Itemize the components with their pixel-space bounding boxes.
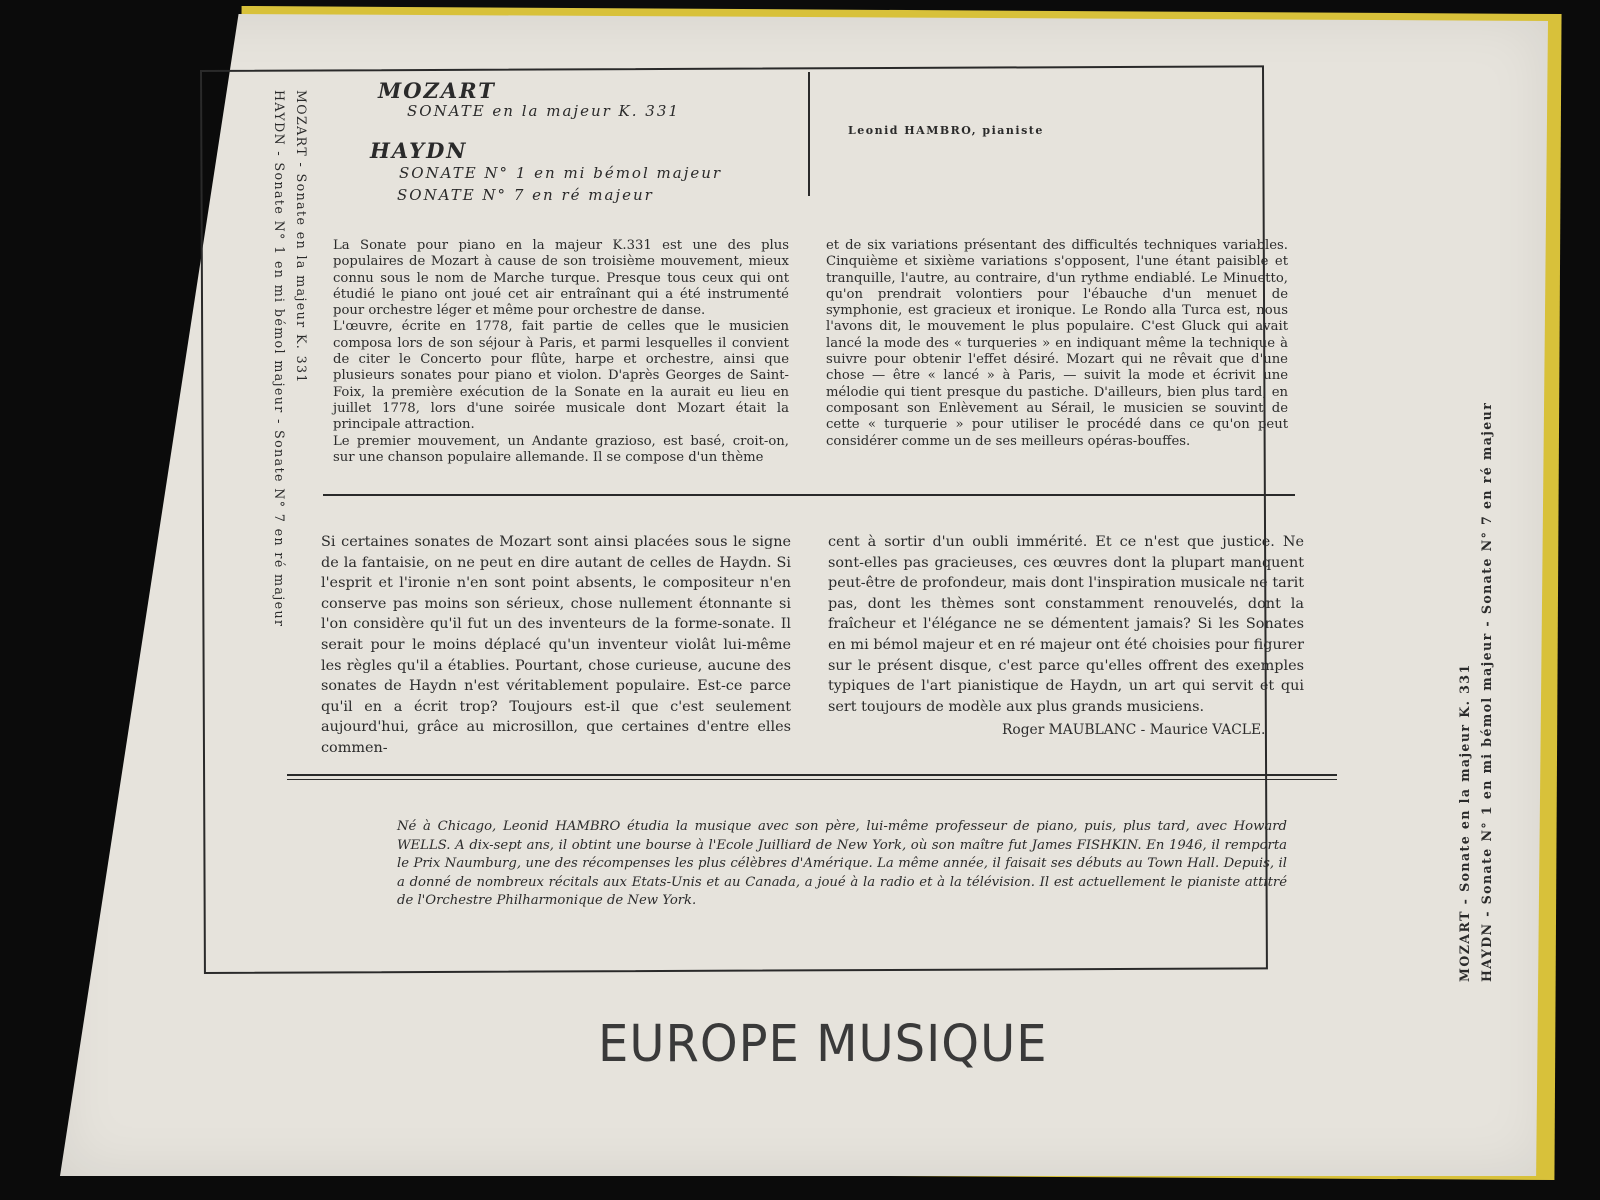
spine-left-line2: HAYDN - Sonate N° 1 en mi bémol majeur - Sonate N° 7 en ré majeur: [272, 90, 287, 628]
pianist-credit: Leonid HAMBRO, pianiste: [848, 124, 1044, 137]
spine-right: [1454, 402, 1498, 982]
spine-left-line1: MOZART - Sonate en la majeur K. 331: [294, 90, 309, 384]
composer-mozart: MOZART: [378, 78, 496, 103]
spine-right-line2: HAYDN - Sonate N° 1 en mi bémol majeur - Sonate N° 7 en ré majeur: [1479, 401, 1494, 982]
work-mozart: SONATE en la majeur K. 331: [407, 102, 680, 120]
pianist-biography: Né à Chicago, Leonid HAMBRO étudia la musique avec son père, lui-même professeur de piano, puis, plus tard, avec Howard WELLS. A dix-sept ans, il obtint une bourse à l'Ecole Juilliard de New York, où son maître fut James FISHKIN. En 1946, il remporta le Prix Naumburg, une des récompenses les plus célèbres d'Amérique. La même année, il faisait ses débuts au Town Hall. Depuis, il a donné de nombreux récitals aux Etats-Unis et au Canada, a joué à la radio et à la télévision. Il est actuellement le pianiste attitré de l'Orchestre Philharmonique de New York.: [397, 819, 1287, 909]
spine-left: [268, 90, 312, 627]
section1-para3: Le premier mouvement, un Andante grazioso, est basé, croit-on, sur une chanson populaire allemande. Il se compose d'un thème: [333, 433, 789, 465]
signature: Roger MAUBLANC - Maurice VACLE.: [1002, 722, 1266, 738]
section1-para1: La Sonate pour piano en la majeur K.331 est une des plus populaires de Mozart à cause de son troisième mouvement, mieux connu sous le nom de Marche turque. Presque tous ceux qui ont étudié le piano ont joué cet air entraînant qui a été instrumenté pour orchestre léger et même pour orchestre de danse.: [333, 238, 789, 319]
section-rule-1: [323, 494, 1295, 496]
work-haydn-7: SONATE N° 7 en ré majeur: [397, 186, 654, 204]
work-haydn-1: SONATE N° 1 en mi bémol majeur: [399, 164, 723, 182]
section1-para2: L'œuvre, écrite en 1778, fait partie de celles que le musicien composa lors de son séjour à Paris, et parmi lesquelles il convient de citer le Concerto pour flûte, harpe et orchestre, ainsi que plusieurs sonates pour piano et violon. D'après Georges de Saint-Foix, la première exécution de la Sonate en la aurait eu lieu en juillet 1778, lors d'une soirée musicale dont Mozart était la principale attraction.: [333, 319, 789, 433]
spine-right-line1: MOZART - Sonate en la majeur K. 331: [1457, 663, 1472, 982]
composer-haydn: HAYDN: [370, 138, 468, 163]
header-divider: [808, 72, 810, 196]
section2-left-column: Si certaines sonates de Mozart sont ainsi placées sous le signe de la fantaisie, on ne peut en dire autant de celles de Haydn. Si l'esprit et l'ironie n'en sont point absents, le compositeur n'en conserve pas moins son sérieux, chose nullement étonnante si l'on considère qu'il fut un des inventeurs de la forme-sonate. Il serait pour le moins déplacé qu'un inventeur violât lui-même les règles qu'il a établies. Pourtant, chose curieuse, aucune des sonates de Haydn n'est véritablement populaire. Est-ce parce qu'il en a écrit trop? Toujours est-il que c'est seulement aujourd'hui, grâce au microsillon, que certaines d'entre elles commen-: [321, 534, 791, 756]
section2-right-column: cent à sortir d'un oubli immérité. Et ce n'est que justice. Ne sont-elles pas gracieuses, ces œuvres dont la plupart manquent peut-être de profondeur, mais dont l'inspiration musicale ne tarit pas, dont les thèmes sont constamment renouvelés, dont la fraîcheur et l'élégance ne se démentent jamais? Si les Sonates en mi bémol majeur et en ré majeur ont été choisies pour figurer sur le présent disque, c'est parce qu'elles offrent des exemples typiques de l'art pianistique de Haydn, un art qui servit et qui sert toujours de modèle aux plus grands musiciens.: [828, 534, 1304, 715]
section1-left-column: [333, 238, 789, 466]
label-logo: EUROPE MUSIQUE: [598, 1014, 1048, 1074]
section1-right-column: et de six variations présentant des difficultés techniques variables. Cinquième et sixième variations s'opposent, l'une étant paisible et tranquille, l'autre, au contraire, d'un rythme endiablé. Le Minuetto, qu'on prendrait volontiers pour l'ébauche d'un menuet de symphonie, est gracieux et ironique. Le Rondo alla Turca est, nous l'avons dit, le mouvement le plus populaire. C'est Gluck qui avait lancé la mode des « turqueries » en indiquant même la technique à suivre pour obtenir l'effet désiré. Mozart qui ne rêvait que d'une chose — être « lancé » à Paris, — suivit la mode et écrivit une mélodie qui tient presque du pastiche. D'ailleurs, bien plus tard, en composant son Enlèvement au Sérail, le musicien se souvint de cette « turquerie » pour utiliser le procédé dans ce qu'on peut considérer comme un de ses meilleurs opéras-bouffes.: [826, 238, 1288, 449]
section-rule-2: [287, 774, 1337, 780]
